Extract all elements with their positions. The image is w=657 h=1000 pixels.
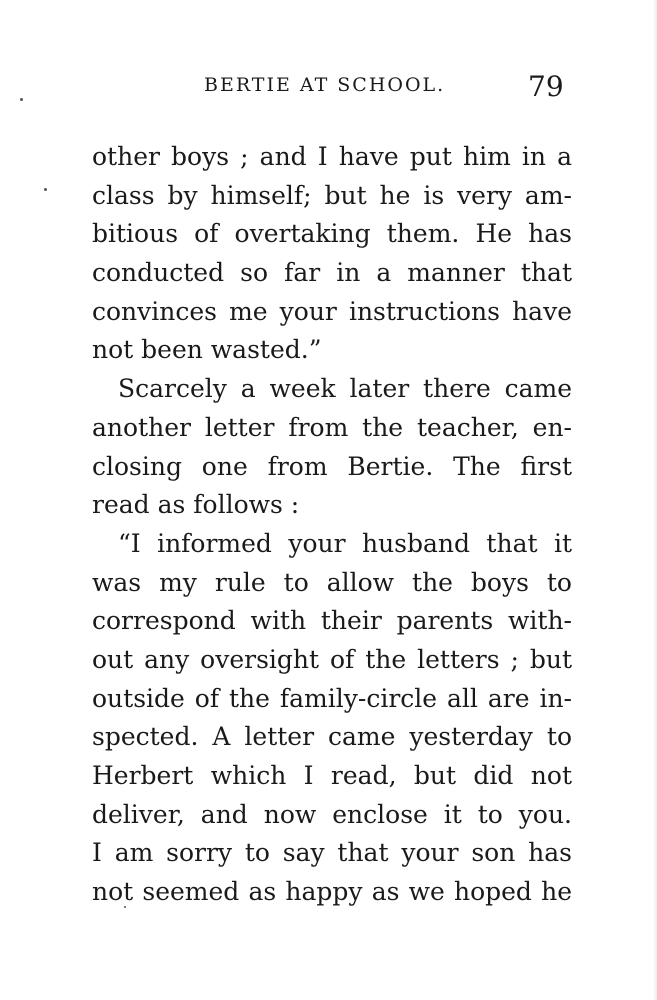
page-edge-shadow: [653, 0, 657, 1000]
text-line: class by himself; but he is very am-: [92, 180, 572, 210]
text-line: not been wasted.”: [92, 335, 322, 365]
text-line: conducted so far in a manner that: [92, 258, 572, 288]
text-line: deliver, and now enclose it to you.: [92, 799, 572, 829]
text-line: another letter from the teacher, en-: [92, 412, 572, 442]
text-line: other boys ; and I have put him in a: [92, 142, 572, 171]
text-line: spected. A letter came yesterday to: [92, 722, 572, 752]
text-line: bitious of overtaking them. He has: [92, 219, 572, 249]
page-number: 79: [528, 70, 564, 103]
text-line: I am sorry to say that your son has: [92, 838, 572, 868]
text-line: closing one from Bertie. The first: [92, 451, 572, 481]
text-line: Herbert which I read, but did not: [92, 761, 572, 790]
text-line: “I informed your husband that it: [118, 528, 572, 558]
body-text: [92, 138, 572, 912]
text-line: read as follows :: [92, 490, 300, 520]
running-head: [0, 70, 657, 104]
text-line: convinces me your instructions have: [92, 296, 572, 326]
text-line: Scarcely a week later there came: [118, 374, 572, 404]
paper-speck: [124, 906, 126, 908]
text-line: outside of the family-circle all are in-: [92, 683, 572, 713]
text-line: out any oversight of the letters ; but: [92, 644, 572, 674]
text-line: not seemed as happy as we hoped he: [92, 877, 572, 907]
text-line: was my rule to allow the boys to: [92, 567, 572, 597]
paper-speck: [44, 188, 47, 191]
running-head-title: BERTIE AT SCHOOL.: [204, 74, 446, 96]
text-line: correspond with their parents with-: [92, 606, 572, 636]
paper-speck: [20, 98, 23, 101]
